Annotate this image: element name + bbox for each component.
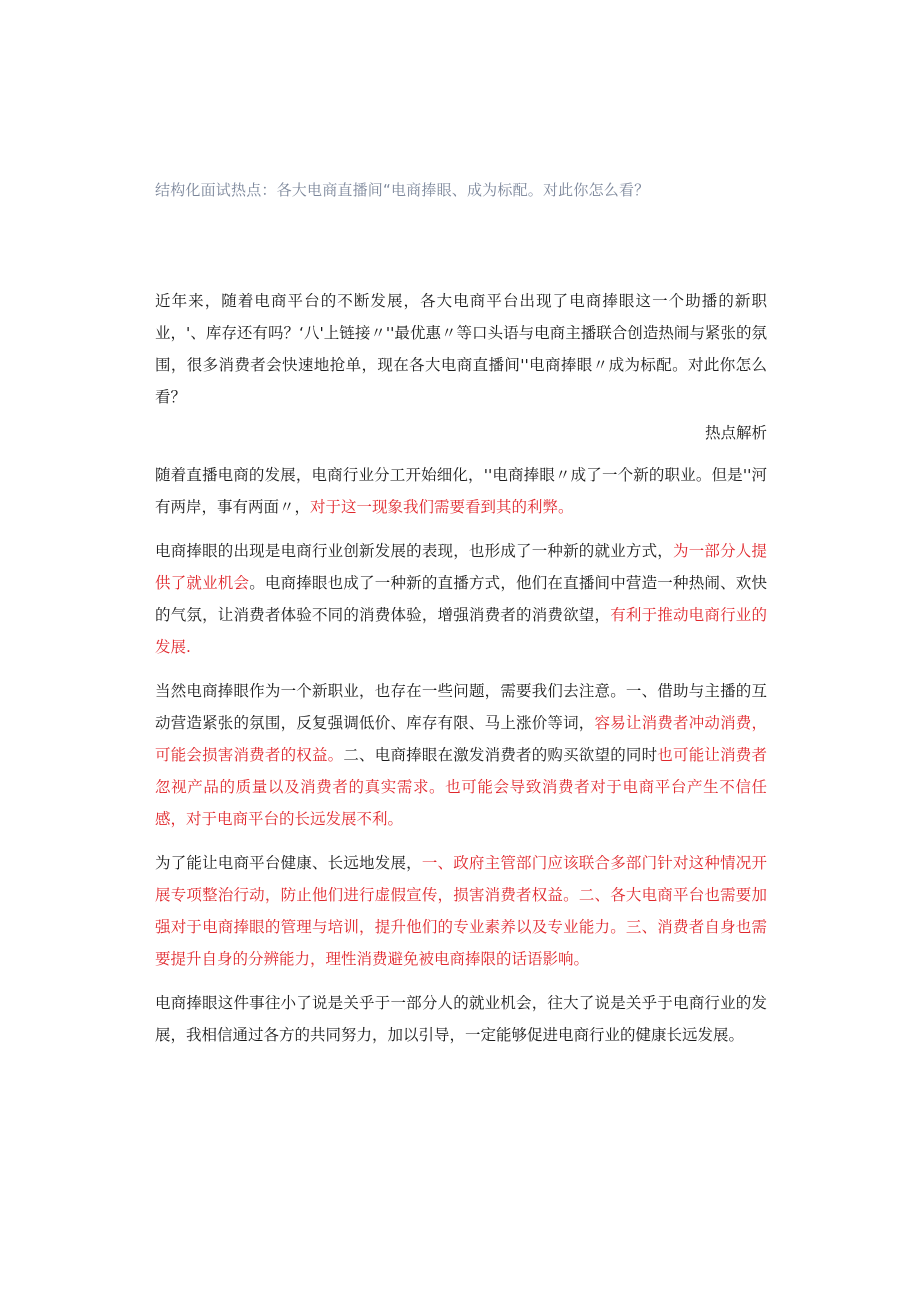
paragraph-1-highlight: 对于这一现象我们需要看到其的利弊。 <box>310 498 574 516</box>
intro-paragraph: 近年来，随着电商平台的不断发展，各大电商平台出现了电商捧眼这一个助播的新职业，'、库存还有吗？‘八'上链接〃''最优惠〃等口头语与电商主播联合创造热闹与紧张的氛围，很多消费者会快速地抢单，现在各大电商直播间''电商捧眼〃成为标配。对此你怎么看？ <box>155 292 767 406</box>
paragraph-3-highlight-a: 容易让消费者冲动消费，可能会损害消费者的权益。 <box>155 714 767 764</box>
paragraph-2-highlight-b: 有利于推动电商行业的发展. <box>155 606 767 656</box>
paragraph-2-highlight-a: 为一部分人提供了就业机会 <box>155 542 767 592</box>
paragraph-2-text-a: 电商捧眼的出现是电商行业创新发展的表现，也形成了一种新的就业方式， <box>155 542 673 560</box>
paragraph-5-text: 电商捧眼这件事往小了说是关乎于一部分人的就业机会，往大了说是关乎于电商行业的发展，我相信通过各方的共同努力，加以引导，一定能够促进电商行业的健康长远发展。 <box>155 994 767 1044</box>
paragraph-4-text: 为了能让电商平台健康、长远地发展， <box>155 854 422 872</box>
paragraph-3-highlight-b: 也可能让消费者忽视产品的质量以及消费者的真实需求。也可能会导致消费者对于电商平台产生不信任感，对于电商平台的长远发展不利。 <box>155 746 767 828</box>
section-heading: 热点解析 <box>704 424 767 442</box>
paragraph-3-text-b: 二、电商捧眼在激发消费者的购买欲望的同时 <box>343 746 658 764</box>
document-body <box>155 285 767 1063</box>
paragraph-3-text-a: 当然电商捧眼作为一个新职业，也存在一些问题，需要我们去注意。一、借助与主播的互动营造紧张的氛围，反复强调低价、库存有限、马上涨价等词， <box>155 682 767 732</box>
paragraph-4 <box>155 847 767 975</box>
document-title: 结构化面试热点：各大电商直播间“电商捧眼、成为标配。对此你怎么看？ <box>155 181 650 199</box>
paragraph-1 <box>155 459 767 523</box>
paragraph-2 <box>155 535 767 663</box>
paragraph-2-text-b: 。电商捧眼也成了一种新的直播方式，他们在直播间中营造一种热闹、欢快的气氛，让消费者体验不同的消费体验，增强消费者的消费欲望， <box>155 574 767 624</box>
paragraph-5 <box>155 987 767 1051</box>
paragraph-3 <box>155 675 767 835</box>
paragraph-4-highlight: 一、政府主管部门应该联合多部门针对这种情况开展专项整治行动，防止他们进行虚假宣传，损害消费者权益。二、各大电商平台也需要加强对于电商捧眼的管理与培训，提升他们的专业素养以及专业能力。三、消费者自身也需要提升自身的分辨能力，理性消费避免被电商捧限的话语影响。 <box>155 854 767 968</box>
paragraph-1-text: 随着直播电商的发展，电商行业分工开始细化，''电商捧眼〃成了一个新的职业。但是''河有两岸，事有两面〃， <box>155 466 767 516</box>
